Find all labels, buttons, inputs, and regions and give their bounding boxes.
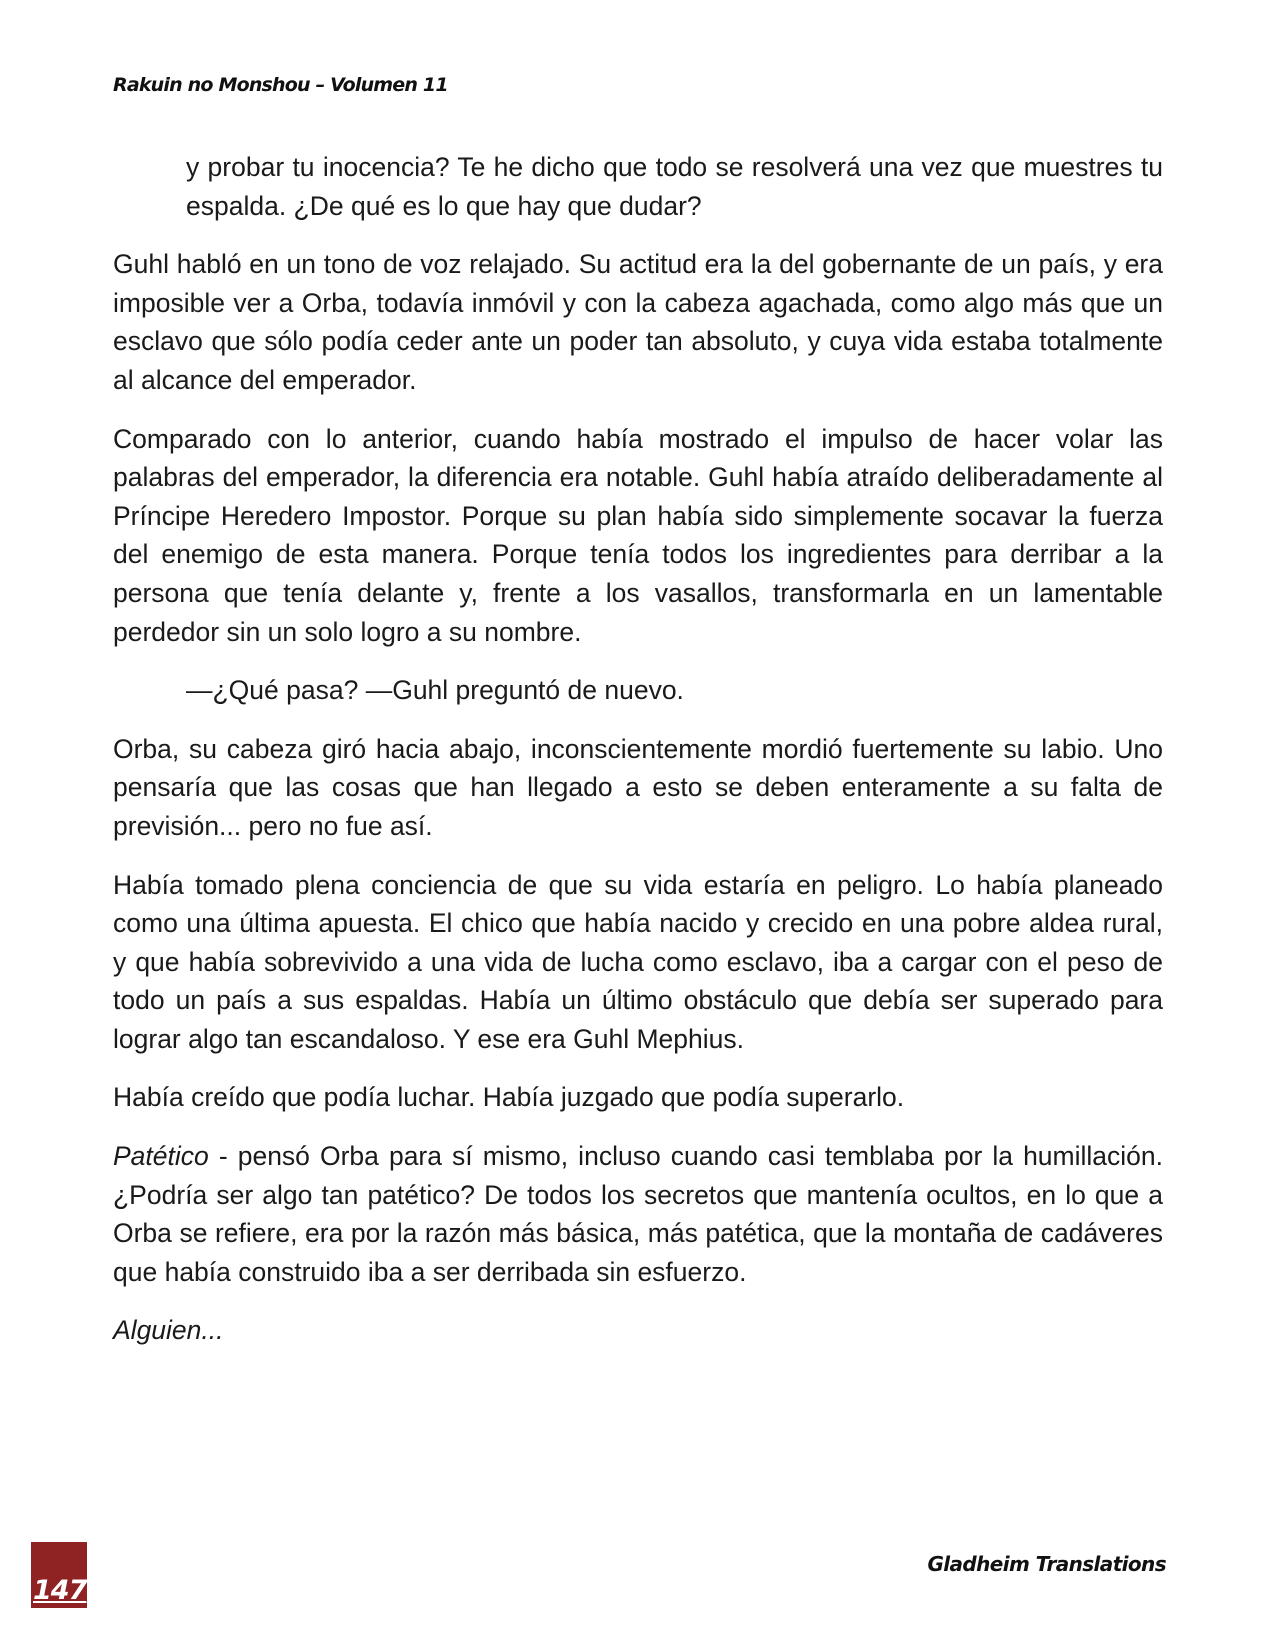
paragraph-lead: Patético [113,1141,209,1172]
paragraph [113,1078,1163,1117]
page-number-badge [31,1542,87,1608]
paragraph [113,245,1163,399]
paragraph [113,420,1163,652]
footer-credit: Gladheim Translations [927,1552,1166,1576]
paragraph-lead: Alguien... [113,1315,224,1346]
paragraph-text: Comparado con lo anterior, cuando había mostrado el impulso de hacer volar las palabras del emperador, la diferencia era notable. Guhl había atraído deliberadamente al Príncipe Heredero Impostor. Porque su plan había sido simplemente socavar la fuerza del enemigo de esta manera. Porque tenía todos los ingredientes para derribar a la persona que tenía delante y, frente a los vasallos, transformarla en un lamentable perdedor sin un solo logro a su nombre. [113,423,1163,647]
header-title: Rakuin no Monshou – Volumen 11 [113,74,448,96]
paragraph [186,148,1163,225]
paragraph [113,730,1163,846]
paragraph-text: —¿Qué pasa? —Guhl preguntó de nuevo. [186,675,684,706]
paragraph [113,866,1163,1059]
paragraph-text: Había creído que podía luchar. Había juzgado que podía superarlo. [113,1082,905,1113]
paragraph-text: Guhl habló en un tono de voz relajado. Su actitud era la del gobernante de un país, y era imposible ver a Orba, todavía inmóvil y con la cabeza agachada, como algo más que un esclavo que sólo podía ceder ante un poder tan absoluto, y cuya vida estaba totalmente al alcance del emperador. [113,249,1163,395]
page-body [113,148,1163,1370]
paragraph-text: - pensó Orba para sí mismo, incluso cuando casi temblaba por la humillación. ¿Podría ser algo tan patético? De todos los secretos que mantenía ocultos, en lo que a Orba se refiere, era por la razón más básica, más patética, que la montaña de cadáveres que había construido iba a ser derribada sin esfuerzo. [113,1141,1163,1287]
dialog-line [113,671,1163,710]
paragraph [113,1137,1163,1291]
paragraph-text: y probar tu inocencia? Te he dicho que todo se resolverá una vez que muestres tu espalda. ¿De qué es lo que hay que dudar? [186,152,1163,221]
paragraph-text: Había tomado plena conciencia de que su vida estaría en peligro. Lo había planeado como una última apuesta. El chico que había nacido y crecido en una pobre aldea rural, y que había sobrevivido a una vida de lucha como esclavo, iba a cargar con el peso de todo un país a sus espaldas. Había un último obstáculo que debía ser superado para lograr algo tan escandaloso. Y ese era Guhl Mephius. [113,869,1163,1054]
paragraph-text: Orba, su cabeza giró hacia abajo, inconscientemente mordió fuertemente su labio. Uno pensaría que las cosas que han llegado a esto se deben enteramente a su falta de previsión... pero no fue así. [113,733,1163,841]
page-number: 147 [33,1575,87,1606]
paragraph [113,1311,1163,1350]
